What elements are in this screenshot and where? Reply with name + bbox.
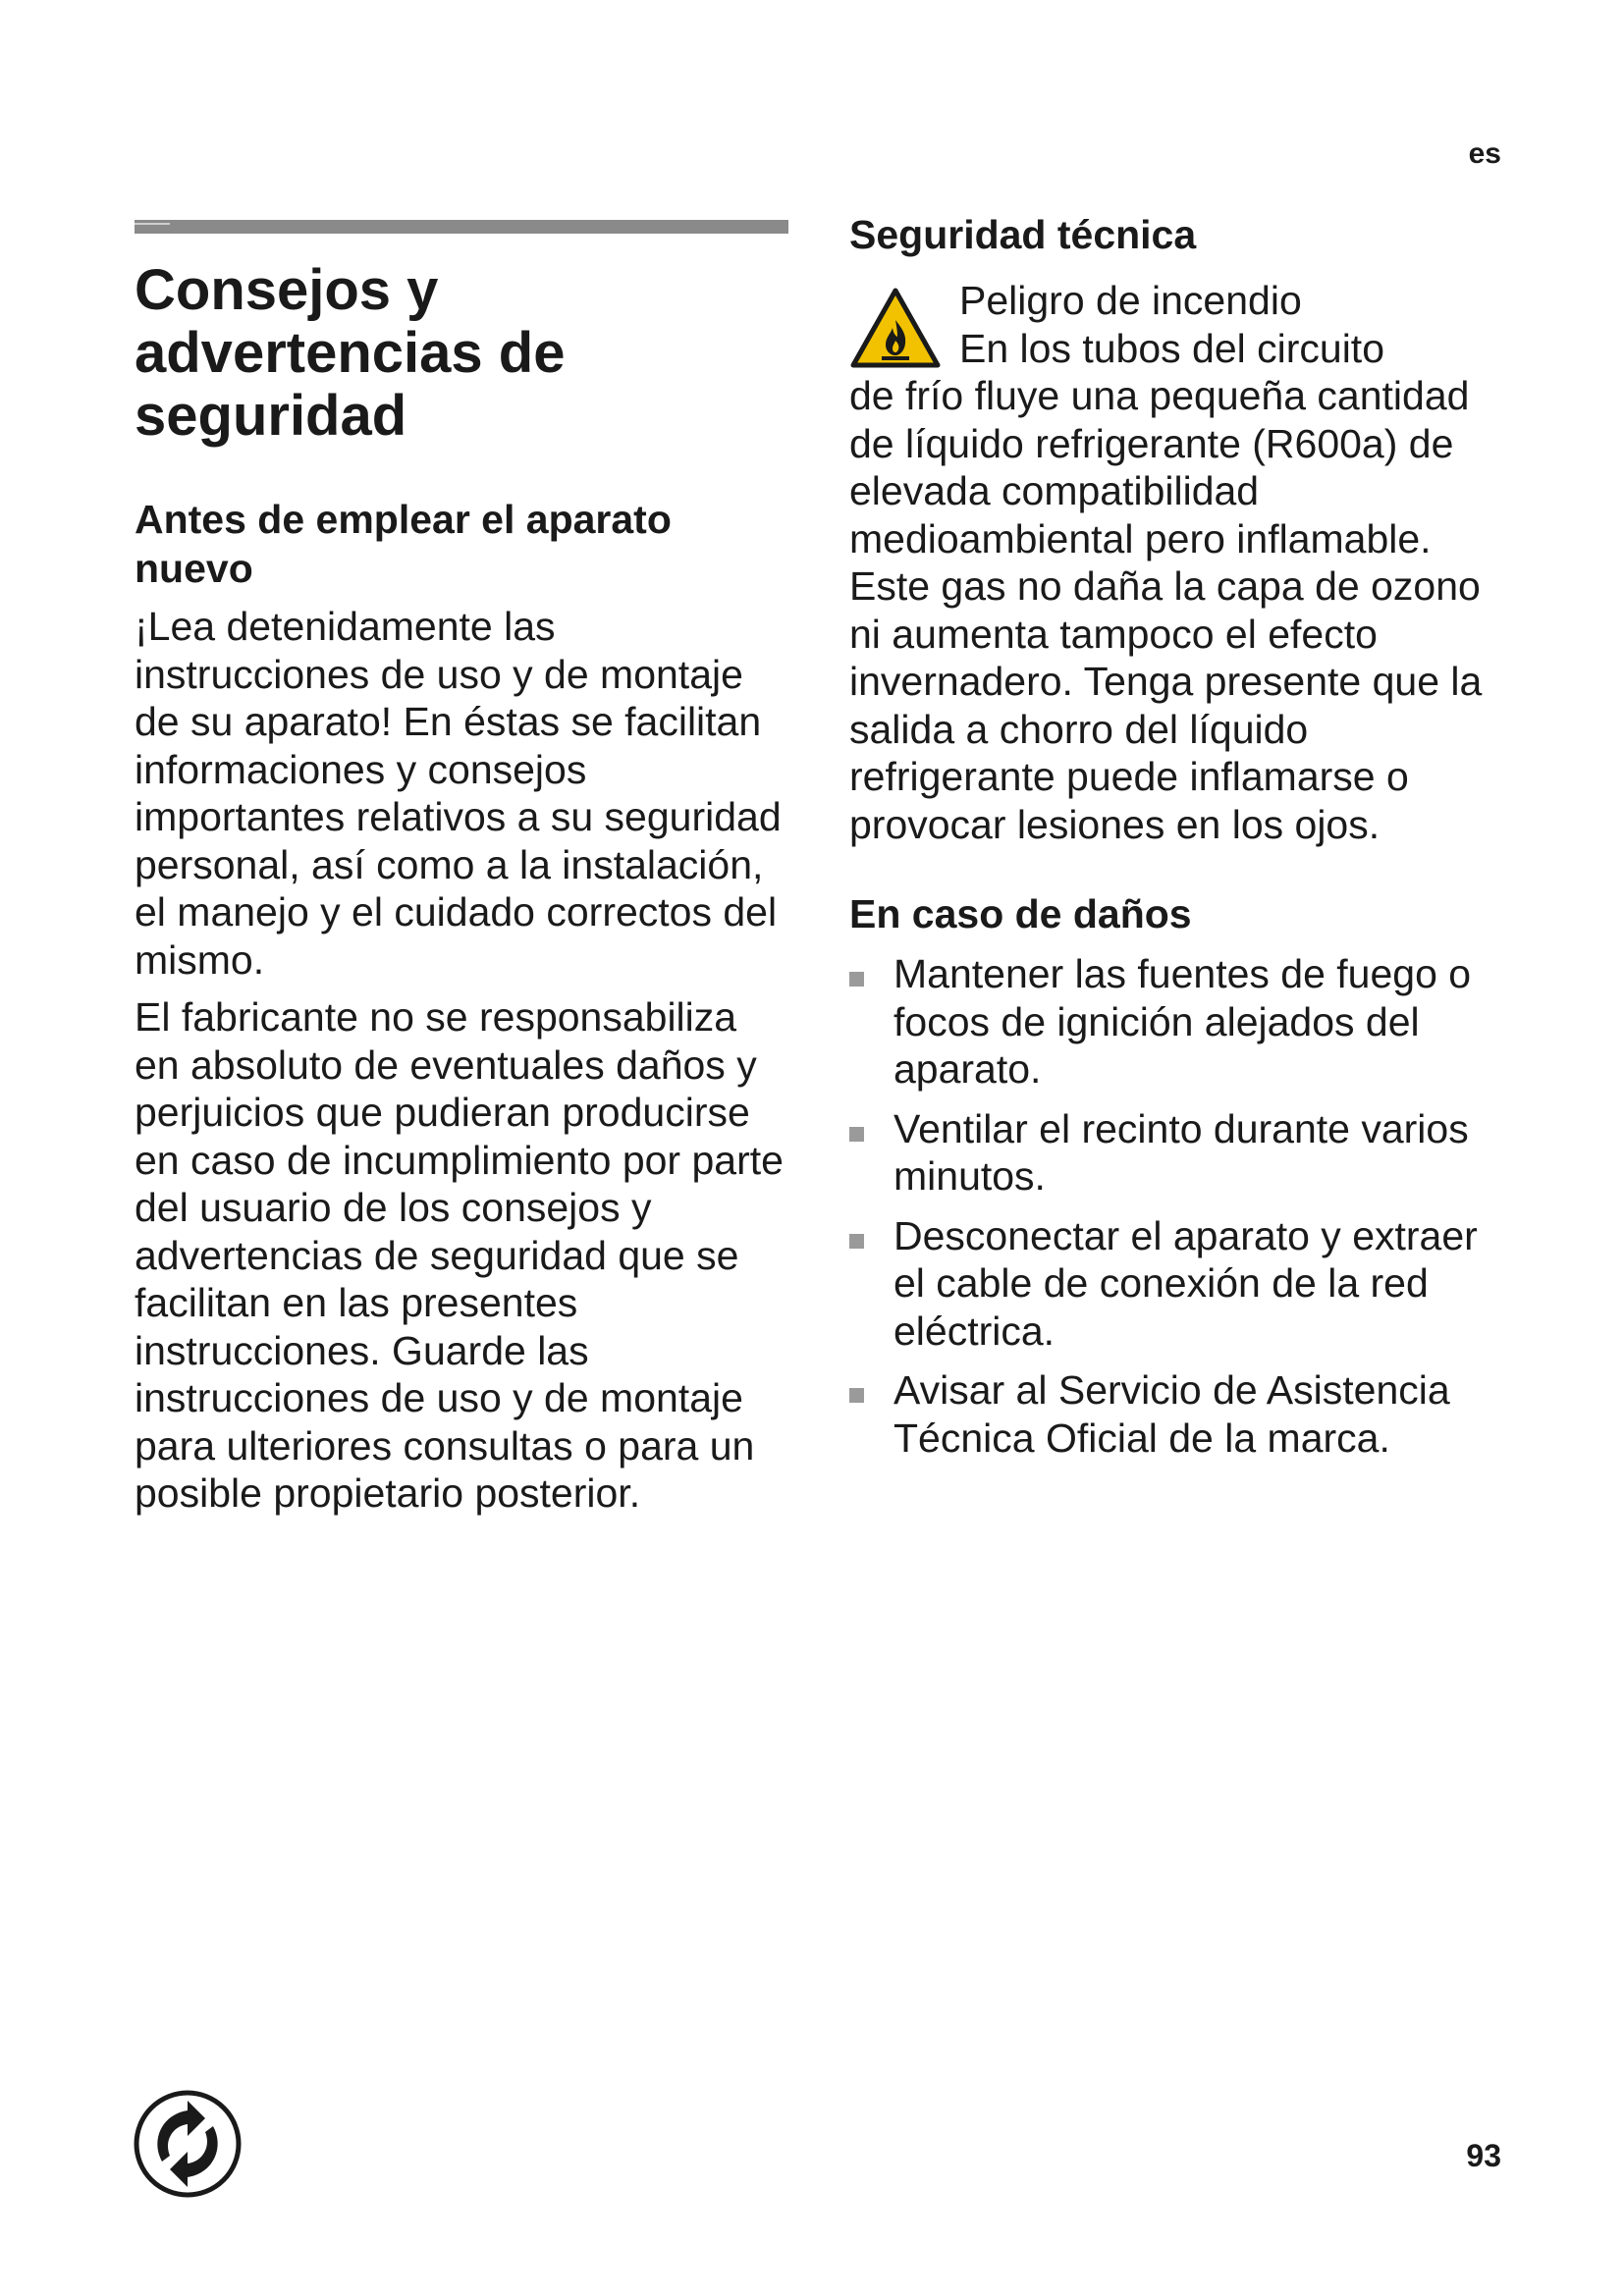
fire-warning [849,277,1507,848]
section-rule [135,220,788,234]
left-column [135,220,792,1518]
warning-text: de frío fluye una pequeña cantidad de líquido refrigerante (R600a) de elevada compatibilidad medioambiental pero inflamable. Este gas no daña la capa de ozono ni aumenta tampoco el efecto invernadero. Tenga presente que la salida a chorro del líquido refrigerante puede inflamarse o provocar lesiones en los ojos. [849,373,1483,847]
list-item-text: Ventilar el recinto durante varios minutos. [893,1105,1469,1199]
page-title: Consejos y advertencias de seguridad [135,258,566,448]
subsection-title-before-use: Antes de emplear el aparato nuevo [135,497,672,591]
bullet-square-icon [849,1234,864,1249]
language-code: es [1468,137,1501,170]
section-title-in-case-of-damage: En caso de daños [849,891,1192,936]
bullet-square-icon [849,1388,864,1403]
list-item-text: Avisar al Servicio de Asistencia Técnica Oficial de la marca. [893,1367,1450,1461]
right-column [849,210,1507,1473]
bullet-square-icon [849,972,864,987]
damage-instructions-list [849,950,1507,1462]
warning-first-line: En los tubos del circuito [959,325,1385,371]
list-item [849,1105,1507,1201]
page-number: 93 [1466,2138,1501,2173]
list-item [849,1212,1507,1356]
bullet-square-icon [849,1127,864,1142]
section-title-technical-safety: Seguridad técnica [849,212,1197,257]
warning-title: Peligro de incendio [959,278,1302,323]
list-item [849,950,1507,1094]
paragraph-read-instructions: ¡Lea detenidamente las instrucciones de uso y de montaje de su aparato! En éstas se facilitan informaciones y consejos importantes relativos a su seguridad personal, así como a la instalación, el manejo y el cuidado correctos del mismo. [135,604,782,983]
list-item-text: Desconectar el aparato y extraer el cable de conexión de la red eléctrica. [893,1212,1478,1354]
list-item [849,1366,1507,1462]
green-dot-recycling-icon [133,2089,243,2199]
fire-warning-icon [849,287,942,369]
paragraph-manufacturer-liability: El fabricante no se responsabiliza en absoluto de eventuales daños y perjuicios que pudieran producirse en caso de incumplimiento por parte del usuario de los consejos y advertencias de seguridad que se facilitan en las presentes instrucciones. Guarde las instrucciones de uso y de montaje para ulteriores consultas o para un posible propietario posterior. [135,994,784,1516]
list-item-text: Mantener las fuentes de fuego o focos de ignición alejados del aparato. [893,951,1472,1092]
